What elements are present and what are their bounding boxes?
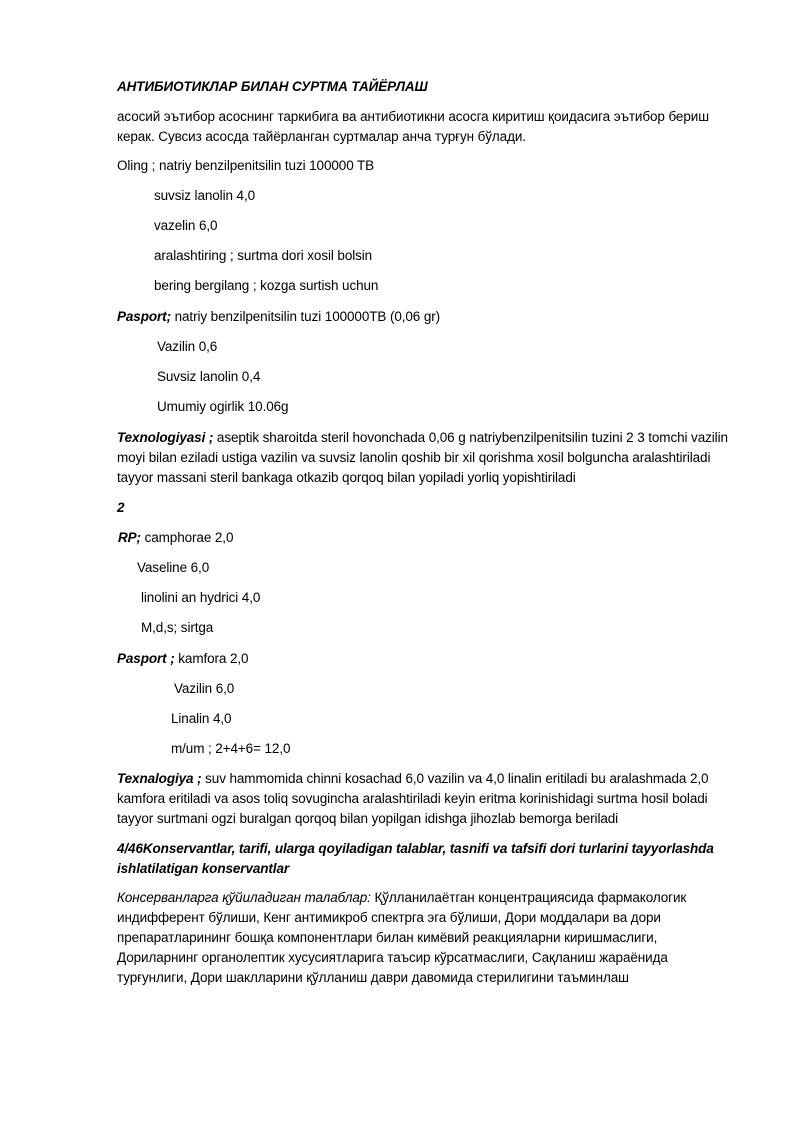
pasport1-line — [117, 307, 440, 327]
requirements-line: Дориларнинг органолептик хусусиятларига таъсир кўрсатмаслиги, Сақланиш жараёнида — [117, 950, 668, 965]
section2-number: 2 — [117, 500, 125, 515]
texnologiya2-label: Texnalogiya ; — [117, 771, 202, 786]
texnologiya2-text: suv hammomida chinni kosachad 6,0 vazilin va 4,0 linalin eritiladi bu aralashmada 2,0 — [201, 771, 709, 786]
pasport2-item: Linalin 4,0 — [171, 711, 232, 726]
texnologiya1-line-3: tayyor massani steril bankaga otkazib qorqoq bilan yopiladi yorliq yopishtiriladi — [117, 470, 576, 485]
recipe2-label: RP; — [118, 530, 141, 545]
texnologiya1-label: Texnologiyasi ; — [117, 430, 214, 445]
recipe2-item: M,d,s; sirtga — [141, 620, 214, 635]
recipe1-oling-label: Oling ; — [117, 158, 156, 173]
texnologiya1-line-1 — [117, 428, 728, 448]
recipe2-item: linolini an hydrici 4,0 — [141, 590, 261, 605]
requirements-line: препаратларининг бошқа компонентлари билан кимёвий реакцияларни киришмаслиги, — [117, 930, 658, 945]
pasport1-label: Pasport; — [117, 309, 171, 324]
document-title: АНТИБИОТИКЛАР БИЛАН СУРТМА ТАЙЁРЛАШ — [117, 79, 428, 94]
pasport2-line — [117, 649, 248, 669]
pasport2-text: kamfora 2,0 — [174, 651, 249, 666]
pasport1-item: Umumiy ogirlik 10.06g — [157, 399, 289, 414]
requirements-line: турғунлиги, Дори шаклларини қўлланиш даври давомида стерилигини таъминлаш — [117, 970, 629, 985]
pasport1-text: natriy benzilpenitsilin tuzi 100000TB (0,06 gr) — [170, 309, 441, 324]
recipe1-item: suvsiz lanolin 4,0 — [154, 188, 256, 203]
requirements-label: Консерванларга қўйиладиган талаблар: — [117, 890, 371, 905]
texnologiya2-line-2: kamfora eritiladi va asos toliq sovugincha aralashtiriladi keyin eritma korinishidagi surtma hosil boladi — [117, 791, 708, 806]
pasport1-item: Vazilin 0,6 — [157, 339, 218, 354]
intro-line-2: керак. Сувсиз асосда тайёрланган суртмалар анча турғун бўлади. — [117, 129, 526, 144]
texnologiya1-line-2: moyi bilan eziladi ustiga vazilin va suvsiz lanolin qoshib bir xil qorishma xosil bolguncha aralashtiriladi — [117, 450, 711, 465]
recipe1-oling — [117, 156, 374, 176]
section3-heading-line-1: 4/46Konservantlar, tarifi, ularga qoyiladigan talablar, tasnifi va tafsifi dori turlarini tayyorlashda — [117, 841, 714, 856]
intro-line-1: асосий эътибор асоснинг таркибига ва антибиотикни асосга киритиш қоидасига эътибор бериш — [117, 109, 709, 124]
pasport1-item: Suvsiz lanolin 0,4 — [157, 369, 261, 384]
section3-heading-line-2: ishlatilatigan konservantlar — [117, 861, 290, 876]
requirements-line-1 — [117, 888, 686, 908]
recipe2-text: camphorae 2,0 — [140, 530, 234, 545]
recipe1-item: vazelin 6,0 — [154, 218, 218, 233]
pasport2-label: Pasport ; — [117, 651, 175, 666]
pasport2-item: Vazilin 6,0 — [174, 681, 235, 696]
texnologiya2-line-1 — [117, 769, 708, 789]
recipe2-item: Vaseline 6,0 — [137, 560, 210, 575]
recipe2-line — [118, 528, 233, 548]
recipe1-oling-text: natriy benzilpenitsilin tuzi 100000 TB — [155, 158, 375, 173]
recipe1-item: aralashtiring ; surtma dori xosil bolsin — [154, 248, 373, 263]
requirements-line: индифферент бўлиши, Кенг антимикроб спектрга эга бўлиши, Дори моддалари ва дори — [117, 910, 661, 925]
recipe1-item: bering bergilang ; kozga surtish uchun — [154, 278, 379, 293]
pasport2-item: m/um ; 2+4+6= 12,0 — [171, 741, 291, 756]
requirements-text: Қўлланилаётган концентрациясида фармакологик — [370, 890, 687, 905]
texnologiya2-line-3: tayyor surtmani ogzi buralgan qorqoq bilan yopilgan idishga jihozlab bemorga beriladi — [117, 811, 619, 826]
texnologiya1-text: aseptik sharoitda steril hovonchada 0,06 g natriybenzilpenitsilin tuzini 2 3 tomchi vazilin — [213, 430, 728, 445]
